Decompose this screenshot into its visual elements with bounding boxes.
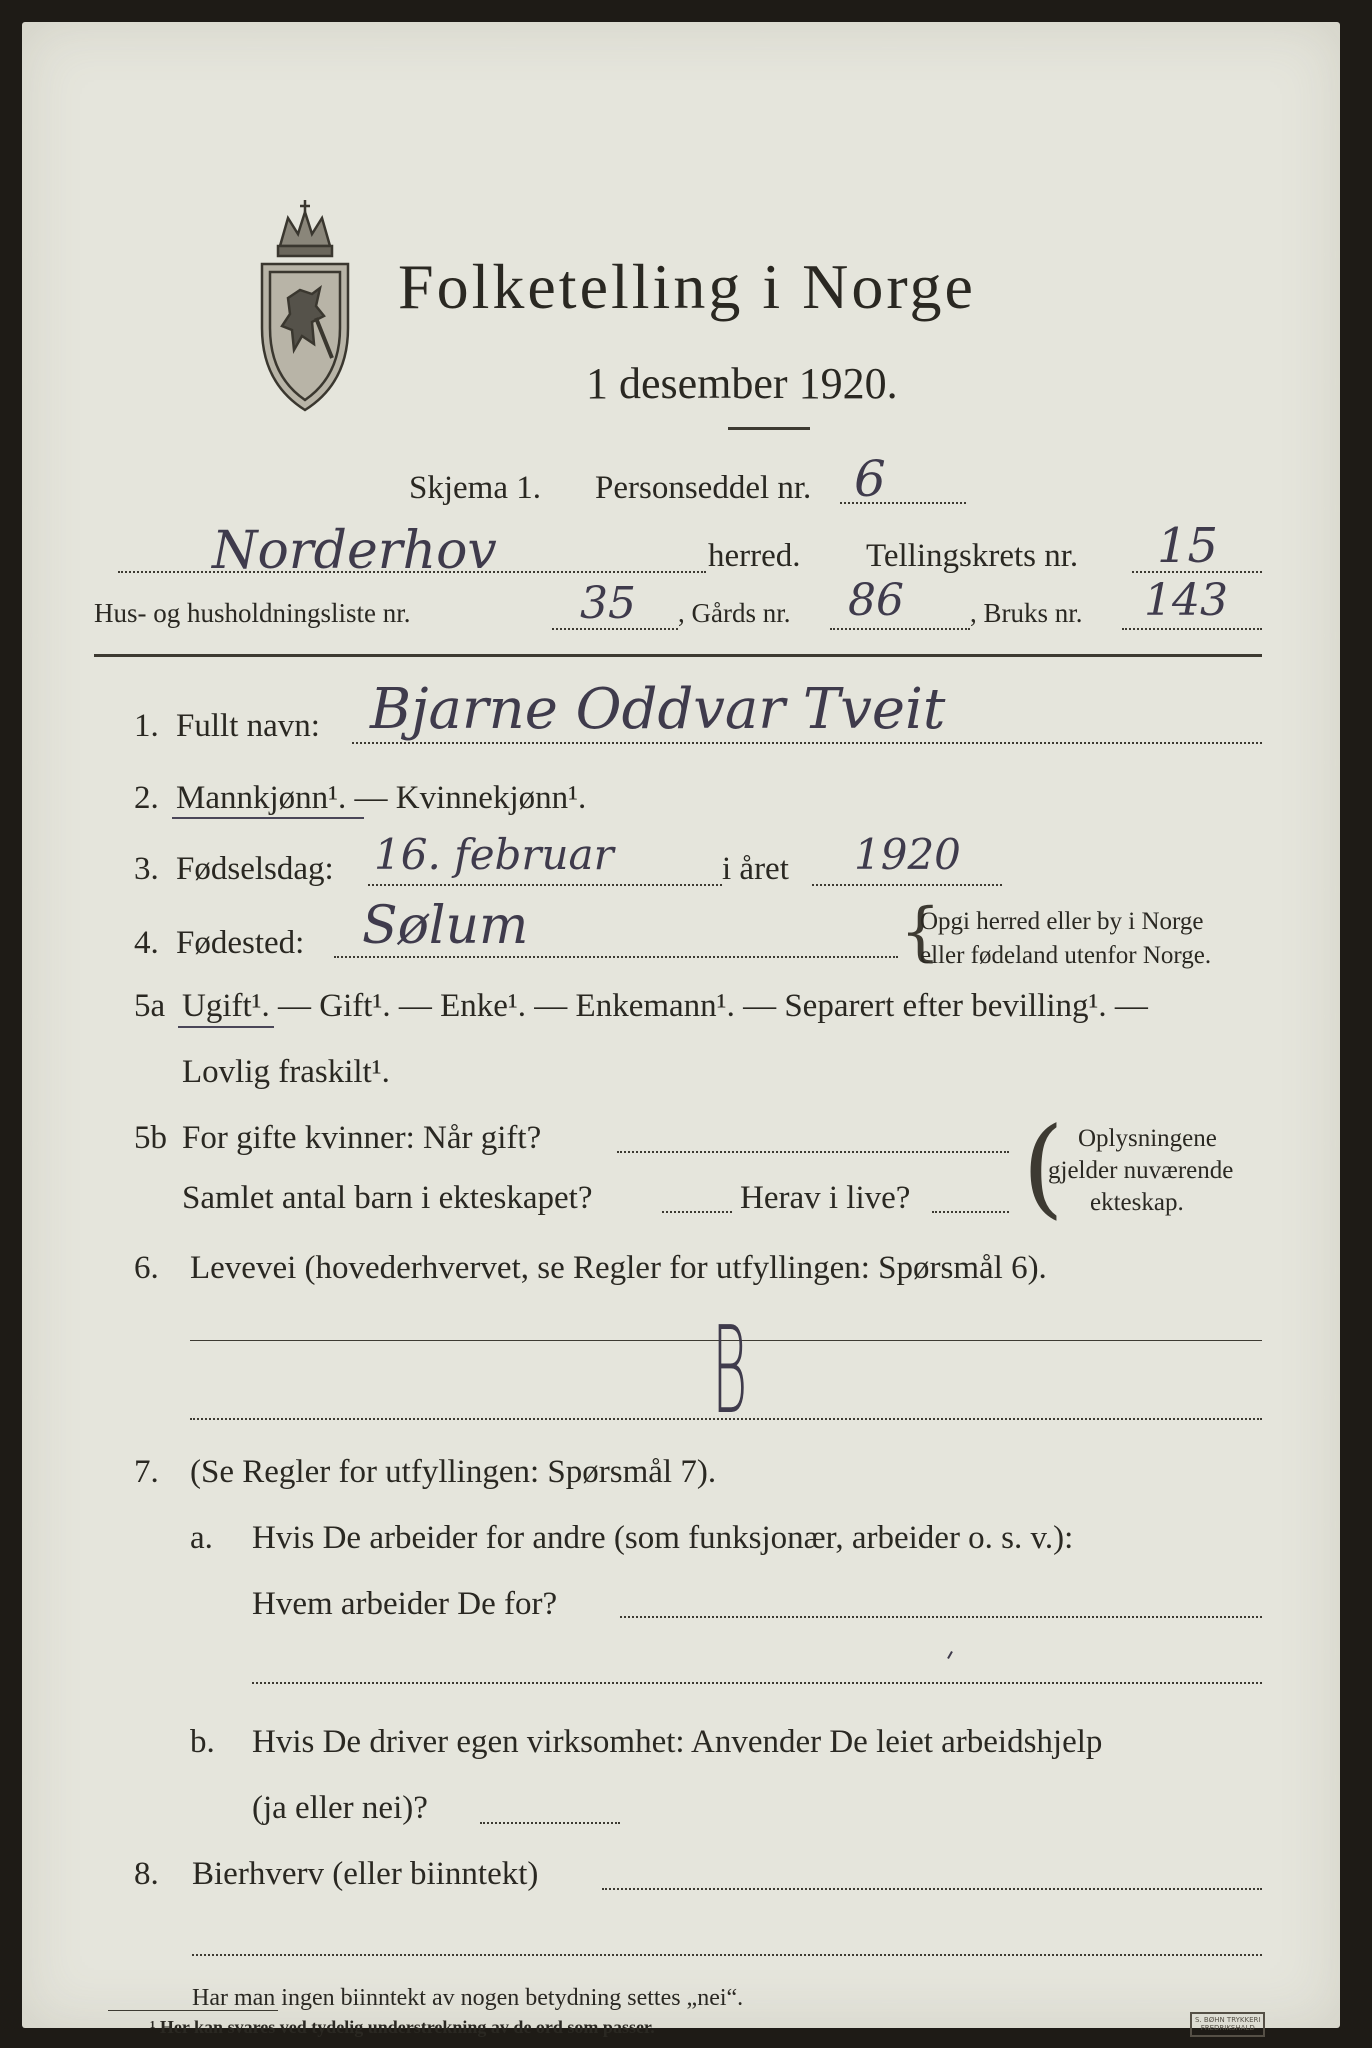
fodested-note-line2: eller fødeland utenfor Norge.: [920, 942, 1212, 969]
fodselsdag-value[interactable]: 16. februar: [374, 830, 614, 879]
q8-number: 8.: [134, 1856, 159, 1892]
census-form: [22, 22, 1340, 2028]
coat-of-arms-icon: [250, 198, 360, 418]
q5b-number: 5b: [134, 1120, 167, 1156]
footnote-rule: [108, 2010, 278, 2011]
sivilstand-options: Ugift¹. — Gift¹. — Enke¹. — Enkemann¹. — Separert efter bevilling¹. —: [182, 988, 1148, 1024]
herav-i-live-label: Herav i live?: [740, 1180, 911, 1216]
kjonn-label: Mannkjønn¹. — Kvinnekjønn¹.: [176, 780, 587, 816]
levevei-label: Levevei (hovederhvervet, se Regler for utfyllingen: Spørsmål 6).: [190, 1250, 1047, 1286]
hvem-arbeider-line: [620, 1616, 1262, 1618]
ekteskap-note-line2: gjelder nuværende: [1048, 1157, 1234, 1184]
hus-label: Hus- og husholdningsliste nr.: [94, 598, 411, 628]
bierhverv-line2: [192, 1954, 1262, 1956]
personseddel-value[interactable]: 6: [854, 450, 886, 508]
q7a-letter: a.: [190, 1520, 213, 1556]
gards-value[interactable]: 86: [848, 575, 904, 626]
fodested-note-line1: Opgi herred eller by i Norge: [920, 908, 1204, 935]
q6-number: 6.: [134, 1250, 159, 1286]
q7b-letter: b.: [190, 1724, 215, 1760]
gards-line: [830, 628, 970, 630]
year-line: [812, 884, 1002, 886]
levevei-value[interactable]: B: [712, 1302, 748, 1441]
fodested-label: Fødested:: [176, 925, 305, 961]
fullt-navn-line: [352, 742, 1262, 744]
nar-gift-label: For gifte kvinner: Når gift?: [182, 1120, 542, 1156]
hvem-arbeider-line2: [252, 1682, 1262, 1684]
biinntekt-note: Har man ingen biinntekt av nogen betydning settes „nei“.: [192, 1985, 744, 2011]
gards-label: , Gårds nr.: [678, 598, 791, 628]
herred-value[interactable]: Norderhov: [212, 521, 497, 581]
lovlig-fraskilt-option: Lovlig fraskilt¹.: [182, 1054, 390, 1090]
bierhverv-label: Bierhverv (eller biinntekt): [192, 1856, 539, 1892]
ja-eller-nei-line: [480, 1822, 620, 1824]
q5a-number: 5a: [134, 988, 166, 1024]
mannkjonn-underline: [172, 817, 364, 819]
q2-number: 2.: [134, 780, 159, 816]
fodselsdag-label: Fødselsdag:: [176, 851, 334, 887]
herred-line: [118, 571, 706, 573]
bruks-label: , Bruks nr.: [970, 598, 1083, 628]
q7-number: 7.: [134, 1454, 159, 1490]
q7a-question: Hvis De arbeider for andre (som funksjonær, arbeider o. s. v.):: [252, 1520, 1074, 1556]
antal-barn-label: Samlet antal barn i ekteskapet?: [182, 1180, 593, 1216]
herav-i-live-line: [932, 1211, 1009, 1213]
personseddel-label: Personseddel nr.: [595, 470, 812, 506]
i-aret-label: i året: [722, 851, 789, 887]
ja-eller-nei-label: (ja eller nei)?: [252, 1790, 428, 1826]
fodested-value[interactable]: Sølum: [362, 896, 529, 956]
fodested-note-brace: {: [900, 895, 941, 969]
fodested-line: [334, 956, 898, 958]
printer-stamp-line2: FREDRIKSHALD: [1200, 2024, 1255, 2033]
antal-barn-line: [662, 1211, 732, 1213]
tellingskrets-value[interactable]: 15: [1157, 518, 1219, 574]
q7b-question: Hvis De driver egen virksomhet: Anvender De leiet arbeidshjelp: [252, 1724, 1103, 1760]
fullt-navn-value[interactable]: Bjarne Oddvar Tveit: [370, 677, 946, 742]
ekteskap-note-line1: Oplysningene: [1078, 1125, 1217, 1152]
tellingskrets-label: Tellingskrets nr.: [866, 538, 1079, 574]
printer-stamp: [1190, 2012, 1265, 2037]
ekteskap-note-line3: ekteskap.: [1090, 1189, 1184, 1216]
hvem-arbeider-label: Hvem arbeider De for?: [252, 1586, 558, 1622]
fodselsdag-line: [368, 884, 722, 886]
bruks-value[interactable]: 143: [1144, 575, 1228, 626]
ugift-underline: [178, 1026, 274, 1028]
fullt-navn-label: Fullt navn:: [176, 708, 320, 744]
ink-mark: [947, 1651, 953, 1659]
hus-value[interactable]: 35: [580, 578, 636, 629]
ekteskap-note-brace: (: [1022, 1105, 1065, 1230]
printer-stamp-line1: S. BØHN TRYKKERI: [1195, 2016, 1261, 2024]
bierhverv-line: [602, 1888, 1262, 1890]
header-rule: [94, 654, 1262, 657]
q7-label: (Se Regler for utfyllingen: Spørsmål 7).: [190, 1454, 717, 1490]
skjema-label: Skjema 1.: [409, 470, 541, 506]
form-title: Folketelling i Norge: [398, 251, 976, 322]
birth-year-value[interactable]: 1920: [854, 830, 961, 879]
herred-label: herred.: [708, 538, 801, 574]
q3-number: 3.: [134, 851, 159, 887]
nar-gift-line: [617, 1151, 1009, 1153]
bruks-line: [1122, 628, 1262, 630]
census-date: 1 desember 1920.: [586, 359, 898, 408]
footnote: ¹ Her kan svares ved tydelig understrekning av de ord som passer.: [150, 2017, 655, 2037]
title-divider: [728, 427, 810, 430]
q1-number: 1.: [134, 708, 159, 744]
q4-number: 4.: [134, 925, 159, 961]
